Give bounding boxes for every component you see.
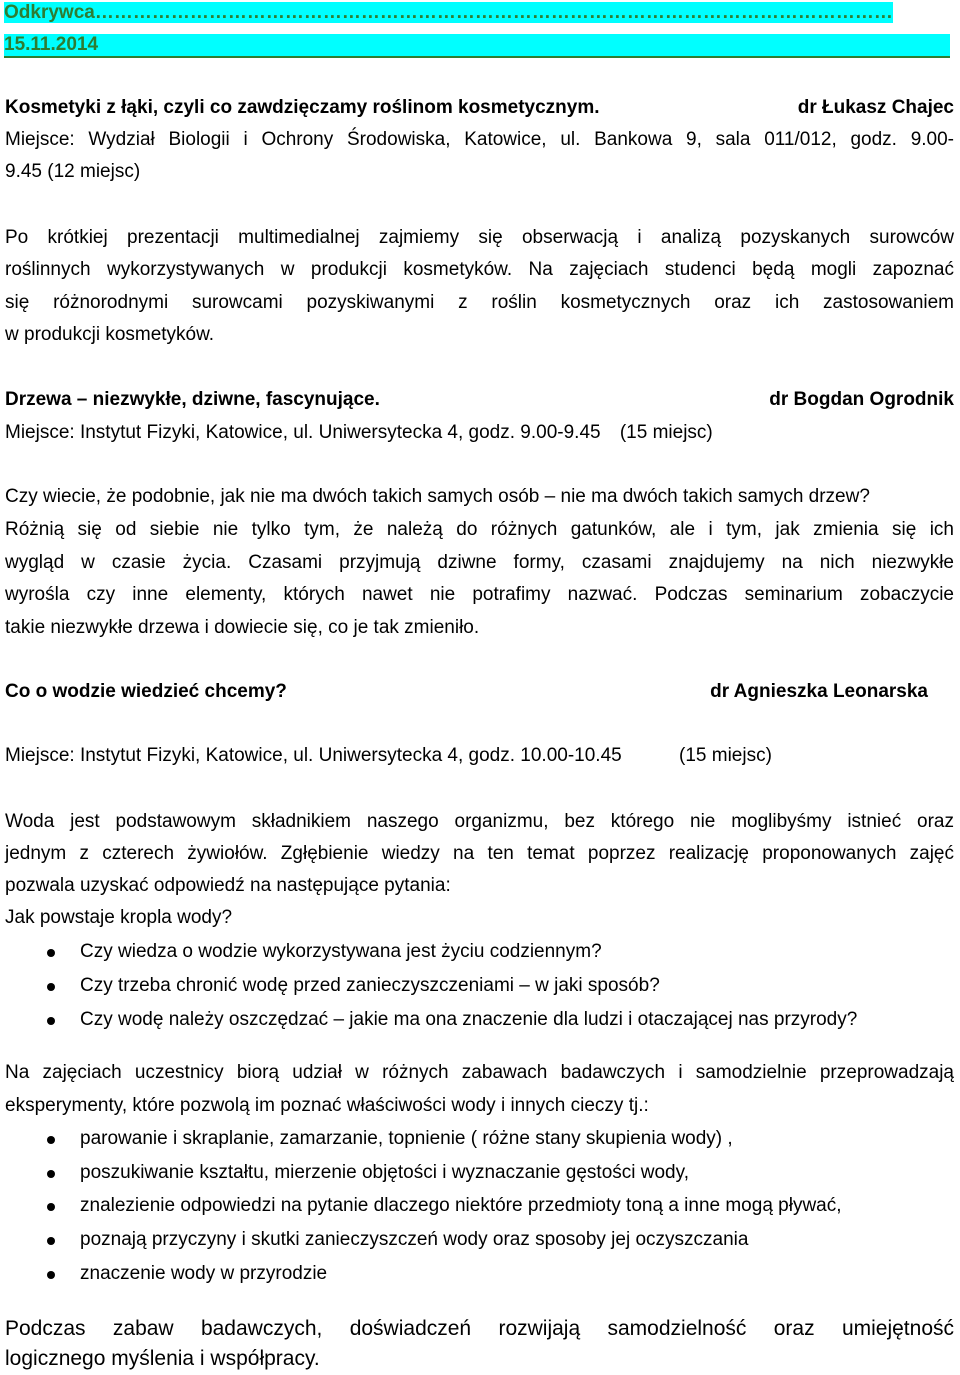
event1-place-2: 9.45 (12 miejsc) <box>5 161 141 182</box>
question-item: Czy trzeba chronić wodę przed zanieczyszczeniami – w jaki sposób? <box>5 970 945 1002</box>
event2-place-row <box>5 417 954 449</box>
event2-title: Drzewa – niezwykłe, dziwne, fascynujące. <box>5 389 380 410</box>
event1-title: Kosmetyki z łąki, czyli co zawdzięczamy roślinom kosmetycznym. <box>5 97 600 118</box>
event1-desc-1: Po krótkiej prezentacji multimedialnej zajmiemy się obserwacją i analizą pozyskanych surowców <box>5 227 954 248</box>
question-item: Czy wiedza o wodzie wykorzystywana jest życiu codziennym? <box>5 936 945 968</box>
bullet-icon <box>47 1017 55 1025</box>
event3-title: Co o wodzie wiedzieć chcemy? <box>5 681 287 702</box>
event2-desc-3: wygląd w czasie życia. Czasami przyjmują dziwne formy, czasami znajdujemy na nich niezwykłe <box>5 552 954 573</box>
question-item: Czy wodę należy oszczędzać – jakie ma ona znaczenie dla ludzi i otaczającej nas przyrody? <box>5 1004 945 1036</box>
closing-1: Podczas zabaw badawczych, doświadczeń rozwijają samodzielność oraz umiejętność <box>5 1317 954 1340</box>
bullet-icon <box>47 1170 55 1178</box>
event3-desc-3: pozwala uzyskać odpowiedź na następujące pytania: <box>5 875 451 896</box>
event3-place: Miejsce: Instytut Fizyki, Katowice, ul. Uniwersytecka 4, godz. 10.00-10.45 <box>5 745 622 766</box>
event2-desc-5: takie niezwykłe drzewa i dowiecie się, co je tak zmieniło. <box>5 617 480 638</box>
activity-item: znaczenie wody w przyrodzie <box>5 1258 945 1290</box>
bullet-icon <box>47 1136 55 1144</box>
event3-desc2-2: eksperymenty, które pozwolą im poznać właściwości wody i innych cieczy tj.: <box>5 1095 649 1116</box>
event2-desc-4: wyrośla czy inne elementy, których nawet nie potrafimy nazwać. Podczas seminarium zobaczycie <box>5 584 954 605</box>
event2-lecturer: dr Bogdan Ogrodnik <box>769 389 954 410</box>
discoverer-line: Odkrywca……………………………………………………………………………………………………………… <box>4 2 893 23</box>
activity-item: poszukiwanie kształtu, mierzenie objętości i wyznaczanie gęstości wody, <box>5 1157 945 1189</box>
event3-desc-4: Jak powstaje kropla wody? <box>5 907 233 928</box>
bullet-icon <box>47 983 55 991</box>
event1-desc-2: roślinnych wykorzystywanych w produkcji kosmetyków. Na zajęciach studenci będą mogli zapoznać <box>5 259 954 280</box>
event3-desc2-1: Na zajęciach uczestnicy biorą udział w różnych zabawach badawczych i samodzielnie przeprowadzają <box>5 1062 954 1083</box>
bullet-icon <box>47 1271 55 1279</box>
activity-item: poznają przyczyny i skutki zanieczyszczeń wody oraz sposoby jej oczyszczania <box>5 1224 945 1256</box>
event2-place: Miejsce: Instytut Fizyki, Katowice, ul. Uniwersytecka 4, godz. 9.00-9.45 <box>5 422 601 443</box>
event1-place-1: Miejsce: Wydział Biologii i Ochrony Środowiska, Katowice, ul. Bankowa 9, sala 011/012, godz. 9.00- <box>5 129 954 150</box>
event3-lecturer: dr Agnieszka Leonarska <box>710 681 928 702</box>
event3-title-row <box>5 676 928 708</box>
closing-2: logicznego myślenia i współpracy. <box>5 1347 320 1370</box>
bullet-icon <box>47 1203 55 1211</box>
event3-seats: (15 miejsc) <box>679 745 772 766</box>
bullet-icon <box>47 1237 55 1245</box>
date-text: 15.11.2014 <box>4 34 950 58</box>
event3-place-row <box>5 740 954 772</box>
event2-desc-2: Różnią się od siebie nie tylko tym, że należą do różnych gatunków, ale i tym, jak zmienia się ich <box>5 519 954 540</box>
activity-item: parowanie i skraplanie, zamarzanie, topnienie ( różne stany skupienia wody) , <box>5 1123 945 1155</box>
event2-seats: (15 miejsc) <box>619 422 713 443</box>
event1-lecturer: dr Łukasz Chajec <box>797 97 954 118</box>
bullet-icon <box>47 949 55 957</box>
event2-title-row <box>5 384 954 416</box>
event1-desc-4: w produkcji kosmetyków. <box>5 324 215 345</box>
date-line <box>4 34 950 58</box>
activity-item: znalezienie odpowiedzi na pytanie dlaczego niektóre przedmioty toną a inne mogą pływać, <box>5 1190 945 1222</box>
event1-desc-3: się różnorodnymi surowcami pozyskiwanymi z roślin kosmetycznych oraz ich zastosowaniem <box>5 292 954 313</box>
event3-desc-1: Woda jest podstawowym składnikiem naszego organizmu, bez którego nie moglibyśmy istnieć oraz <box>5 811 954 832</box>
event2-desc-1: Czy wiecie, że podobnie, jak nie ma dwóch takich samych osób – nie ma dwóch takich samych drzew? <box>5 486 870 507</box>
event1-title-row <box>5 92 954 124</box>
event3-desc-2: jednym z czterech żywiołów. Zgłębienie wiedzy na ten temat poprzez realizację proponowanych zajęć <box>5 843 954 864</box>
